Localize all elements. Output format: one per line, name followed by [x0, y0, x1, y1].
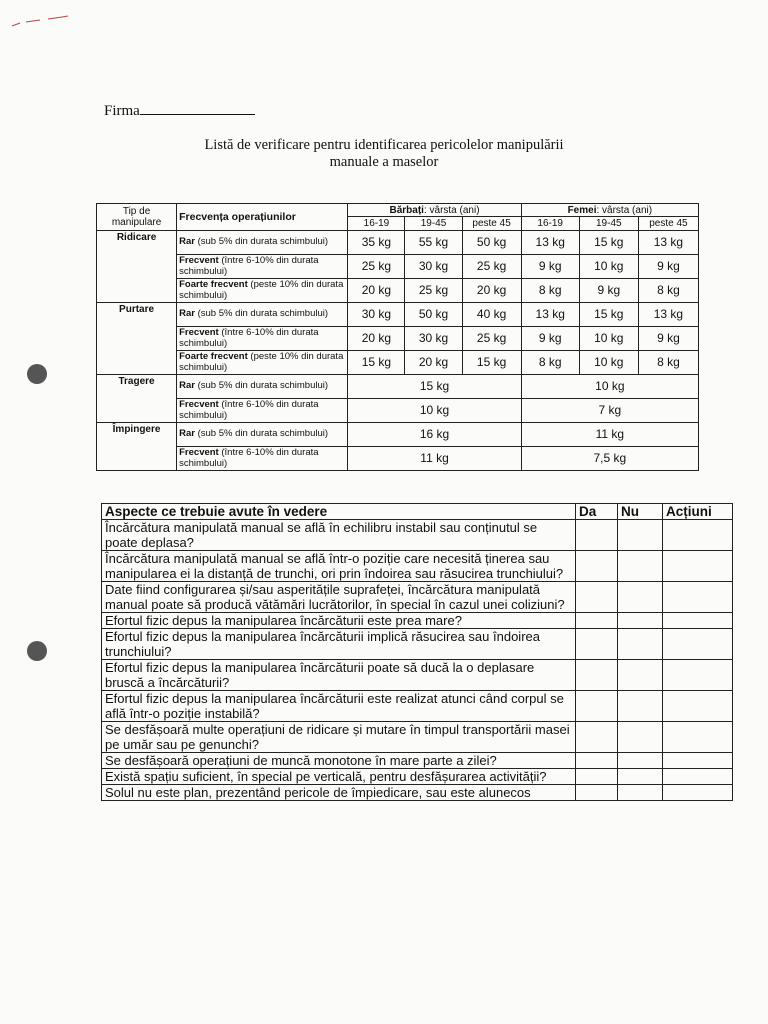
- actiuni-cell[interactable]: [663, 753, 733, 769]
- men-limit-cell: 25 kg: [462, 327, 521, 351]
- age-header: peste 45: [638, 217, 698, 231]
- actiuni-cell[interactable]: [663, 769, 733, 785]
- women-limit-cell: 9 kg: [638, 255, 698, 279]
- actiuni-cell[interactable]: [663, 660, 733, 691]
- checklist-question: Încărcătura manipulată manual se află într-o poziție care necesită ținerea sau manipularea ei la distanță de trunchi, ori prin îndoirea sau răsucirea trunchiului?: [102, 551, 576, 582]
- women-limit-cell: 7 kg: [521, 399, 698, 423]
- men-limit-cell: 11 kg: [348, 447, 521, 471]
- women-limit-cell: 10 kg: [579, 255, 638, 279]
- frequency-label: Rar: [179, 236, 195, 248]
- da-cell[interactable]: [576, 722, 618, 753]
- women-limit-cell: 10 kg: [579, 327, 638, 351]
- checklist-question: Se desfășoară operațiuni de muncă monotone în mare parte a zilei?: [102, 753, 576, 769]
- men-limit-cell: 25 kg: [348, 255, 405, 279]
- table1-row: [97, 375, 699, 399]
- women-limit-cell: 13 kg: [521, 303, 579, 327]
- da-cell[interactable]: [576, 660, 618, 691]
- table1-row: [97, 327, 699, 351]
- checklist-question: Se desfășoară multe operațiuni de ridicare și mutare în timpul transportării masei pe umăr sau pe genunchi?: [102, 722, 576, 753]
- table1-row: [97, 255, 699, 279]
- nu-cell[interactable]: [618, 551, 663, 582]
- men-limit-cell: 40 kg: [462, 303, 521, 327]
- frequency-cell: [177, 327, 348, 351]
- checklist-row: [102, 769, 733, 785]
- barbati-header: [348, 204, 521, 217]
- frequency-label: Frecvent: [179, 255, 219, 266]
- checklist-question: Efortul fizic depus la manipularea încărcăturii poate să ducă la o deplasare bruscă a încărcăturii?: [102, 660, 576, 691]
- women-limit-cell: 8 kg: [638, 351, 698, 375]
- frequency-label: Rar: [179, 428, 195, 440]
- checklist-question: Există spațiu suficient, în special pe verticală, pentru desfășurarea activității?: [102, 769, 576, 785]
- frequency-cell: [177, 279, 348, 303]
- women-limit-cell: 13 kg: [521, 231, 579, 255]
- frequency-cell: [177, 255, 348, 279]
- women-limit-cell: 8 kg: [521, 279, 579, 303]
- frequency-label: Frecvent: [179, 327, 219, 338]
- actiuni-cell[interactable]: [663, 691, 733, 722]
- women-limit-cell: 8 kg: [638, 279, 698, 303]
- nu-cell[interactable]: [618, 722, 663, 753]
- frecventa-header: Frecvența operațiunilor: [177, 204, 348, 231]
- men-limit-cell: 20 kg: [348, 279, 405, 303]
- weight-limits-table: [96, 203, 699, 471]
- women-limit-cell: 9 kg: [521, 255, 579, 279]
- men-limit-cell: 50 kg: [405, 303, 462, 327]
- manipulation-type: Tragere: [97, 375, 177, 423]
- document-title: [150, 137, 618, 171]
- women-limit-cell: 15 kg: [579, 231, 638, 255]
- actiuni-cell[interactable]: [663, 551, 733, 582]
- da-cell[interactable]: [576, 691, 618, 722]
- men-limit-cell: 30 kg: [405, 327, 462, 351]
- men-limit-cell: 35 kg: [348, 231, 405, 255]
- frequency-description: (sub 5% din durata schimbului): [194, 380, 329, 392]
- checklist-row: [102, 785, 733, 801]
- frequency-label: Frecvent: [179, 447, 219, 458]
- actiuni-header: Acțiuni: [663, 504, 733, 520]
- frequency-label: Foarte frecvent: [179, 279, 248, 290]
- aspects-header: Aspecte ce trebuie avute în vedere: [102, 504, 576, 520]
- men-limit-cell: 10 kg: [348, 399, 521, 423]
- punch-hole: [27, 364, 47, 384]
- title-line-1: Listă de verificare pentru identificarea pericolelor manipulării: [204, 137, 564, 153]
- men-limit-cell: 20 kg: [348, 327, 405, 351]
- frequency-description: (peste 10% din durata schimbului): [179, 279, 344, 301]
- men-limit-cell: 20 kg: [405, 351, 462, 375]
- age-header: peste 45: [462, 217, 521, 231]
- men-limit-cell: 30 kg: [348, 303, 405, 327]
- frequency-cell: [177, 231, 348, 255]
- checklist-table: [101, 503, 733, 801]
- women-limit-cell: 10 kg: [579, 351, 638, 375]
- frequency-description: (sub 5% din durata schimbului): [194, 428, 329, 440]
- age-header: 16-19: [348, 217, 405, 231]
- frequency-description: (între 6-10% din durata schimbului): [179, 255, 319, 277]
- da-header: Da: [576, 504, 618, 520]
- checklist-row: [102, 660, 733, 691]
- frequency-description: (sub 5% din durata schimbului): [194, 308, 329, 320]
- frequency-label: Foarte frecvent: [179, 351, 248, 362]
- varsta-label: : vârsta (ani): [423, 204, 480, 216]
- nu-cell[interactable]: [618, 520, 663, 551]
- table1-row: [97, 423, 699, 447]
- table1-row: [97, 303, 699, 327]
- checklist-question: Solul nu este plan, prezentând pericole de împiedicare, sau este alunecos: [102, 785, 576, 801]
- da-cell[interactable]: [576, 753, 618, 769]
- manipulation-type: Împingere: [97, 423, 177, 471]
- checklist-row: [102, 722, 733, 753]
- women-limit-cell: 8 kg: [521, 351, 579, 375]
- women-limit-cell: 9 kg: [579, 279, 638, 303]
- nu-cell[interactable]: [618, 582, 663, 613]
- table1-row: [97, 447, 699, 471]
- checklist-row: [102, 551, 733, 582]
- men-limit-cell: 15 kg: [462, 351, 521, 375]
- men-limit-cell: 25 kg: [462, 255, 521, 279]
- women-limit-cell: 13 kg: [638, 303, 698, 327]
- frequency-cell: [177, 303, 348, 327]
- frequency-label: Frecvent: [179, 399, 219, 410]
- nu-cell[interactable]: [618, 629, 663, 660]
- actiuni-cell[interactable]: [663, 722, 733, 753]
- da-cell[interactable]: [576, 551, 618, 582]
- frequency-label: Rar: [179, 380, 195, 392]
- da-cell[interactable]: [576, 785, 618, 801]
- checklist-question: Date fiind configurarea și/sau asperitățile suprafeței, încărcătura manipulată manual poate să producă vătămări lucrătorilor, în special în cazul unei coliziuni?: [102, 582, 576, 613]
- table1-row: [97, 279, 699, 303]
- frequency-cell: [177, 375, 348, 399]
- actiuni-cell[interactable]: [663, 520, 733, 551]
- table1-row: [97, 399, 699, 423]
- checklist-row: [102, 691, 733, 722]
- firma-label: Firma: [104, 103, 140, 119]
- firma-field: [104, 102, 255, 120]
- nu-cell[interactable]: [618, 769, 663, 785]
- men-limit-cell: 15 kg: [348, 375, 521, 399]
- frequency-description: (între 6-10% din durata schimbului): [179, 399, 319, 421]
- varsta-label: : vârsta (ani): [596, 204, 653, 216]
- men-limit-cell: 16 kg: [348, 423, 521, 447]
- nu-cell[interactable]: [618, 785, 663, 801]
- checklist-row: [102, 582, 733, 613]
- actiuni-cell[interactable]: [663, 785, 733, 801]
- da-cell[interactable]: [576, 582, 618, 613]
- frequency-description: (între 6-10% din durata schimbului): [179, 447, 319, 469]
- checklist-row: [102, 629, 733, 660]
- nu-cell[interactable]: [618, 660, 663, 691]
- age-header: 16-19: [521, 217, 579, 231]
- frequency-description: (sub 5% din durata schimbului): [194, 236, 329, 248]
- men-limit-cell: 30 kg: [405, 255, 462, 279]
- da-cell[interactable]: [576, 769, 618, 785]
- checklist-question: Efortul fizic depus la manipularea încărcăturii este prea mare?: [102, 613, 576, 629]
- nu-cell[interactable]: [618, 753, 663, 769]
- pen-mark-decoration: [10, 14, 74, 30]
- manipulation-type: Purtare: [97, 303, 177, 375]
- table1-row: [97, 351, 699, 375]
- frequency-cell: [177, 399, 348, 423]
- nu-cell[interactable]: [618, 613, 663, 629]
- men-limit-cell: 55 kg: [405, 231, 462, 255]
- nu-cell[interactable]: [618, 691, 663, 722]
- checklist-header-row: [102, 504, 733, 520]
- actiuni-cell[interactable]: [663, 629, 733, 660]
- men-limit-cell: 15 kg: [348, 351, 405, 375]
- femei-label: Femei: [567, 204, 597, 216]
- barbati-label: Bărbați: [389, 204, 424, 216]
- frequency-cell: [177, 351, 348, 375]
- checklist-row: [102, 613, 733, 629]
- femei-header: [521, 204, 698, 217]
- women-limit-cell: 10 kg: [521, 375, 698, 399]
- frequency-description: (peste 10% din durata schimbului): [179, 351, 344, 373]
- women-limit-cell: 7,5 kg: [521, 447, 698, 471]
- actiuni-cell[interactable]: [663, 613, 733, 629]
- checklist-question: Încărcătura manipulată manual se află în echilibru instabil sau conținutul se poate deplasa?: [102, 520, 576, 551]
- firma-blank-line: [140, 102, 255, 115]
- women-limit-cell: 11 kg: [521, 423, 698, 447]
- men-limit-cell: 50 kg: [462, 231, 521, 255]
- checklist-question: Efortul fizic depus la manipularea încărcăturii este realizat atunci când corpul se află într-o poziție instabilă?: [102, 691, 576, 722]
- women-limit-cell: 9 kg: [638, 327, 698, 351]
- da-cell[interactable]: [576, 520, 618, 551]
- table1-header-row: [97, 204, 699, 217]
- da-cell[interactable]: [576, 629, 618, 660]
- tip-header: Tip de manipulare: [97, 204, 177, 231]
- women-limit-cell: 13 kg: [638, 231, 698, 255]
- men-limit-cell: 20 kg: [462, 279, 521, 303]
- frequency-description: (între 6-10% din durata schimbului): [179, 327, 319, 349]
- women-limit-cell: 9 kg: [521, 327, 579, 351]
- women-limit-cell: 15 kg: [579, 303, 638, 327]
- title-line-2: manuale a maselor: [329, 154, 439, 170]
- age-header: 19-45: [405, 217, 462, 231]
- checklist-question: Efortul fizic depus la manipularea încărcăturii implică răsucirea sau îndoirea trunchiului?: [102, 629, 576, 660]
- age-header: 19-45: [579, 217, 638, 231]
- frequency-label: Rar: [179, 308, 195, 320]
- da-cell[interactable]: [576, 613, 618, 629]
- punch-hole: [27, 641, 47, 661]
- table1-row: [97, 231, 699, 255]
- frequency-cell: [177, 423, 348, 447]
- men-limit-cell: 25 kg: [405, 279, 462, 303]
- actiuni-cell[interactable]: [663, 582, 733, 613]
- checklist-row: [102, 753, 733, 769]
- manipulation-type: Ridicare: [97, 231, 177, 303]
- frequency-cell: [177, 447, 348, 471]
- nu-header: Nu: [618, 504, 663, 520]
- checklist-row: [102, 520, 733, 551]
